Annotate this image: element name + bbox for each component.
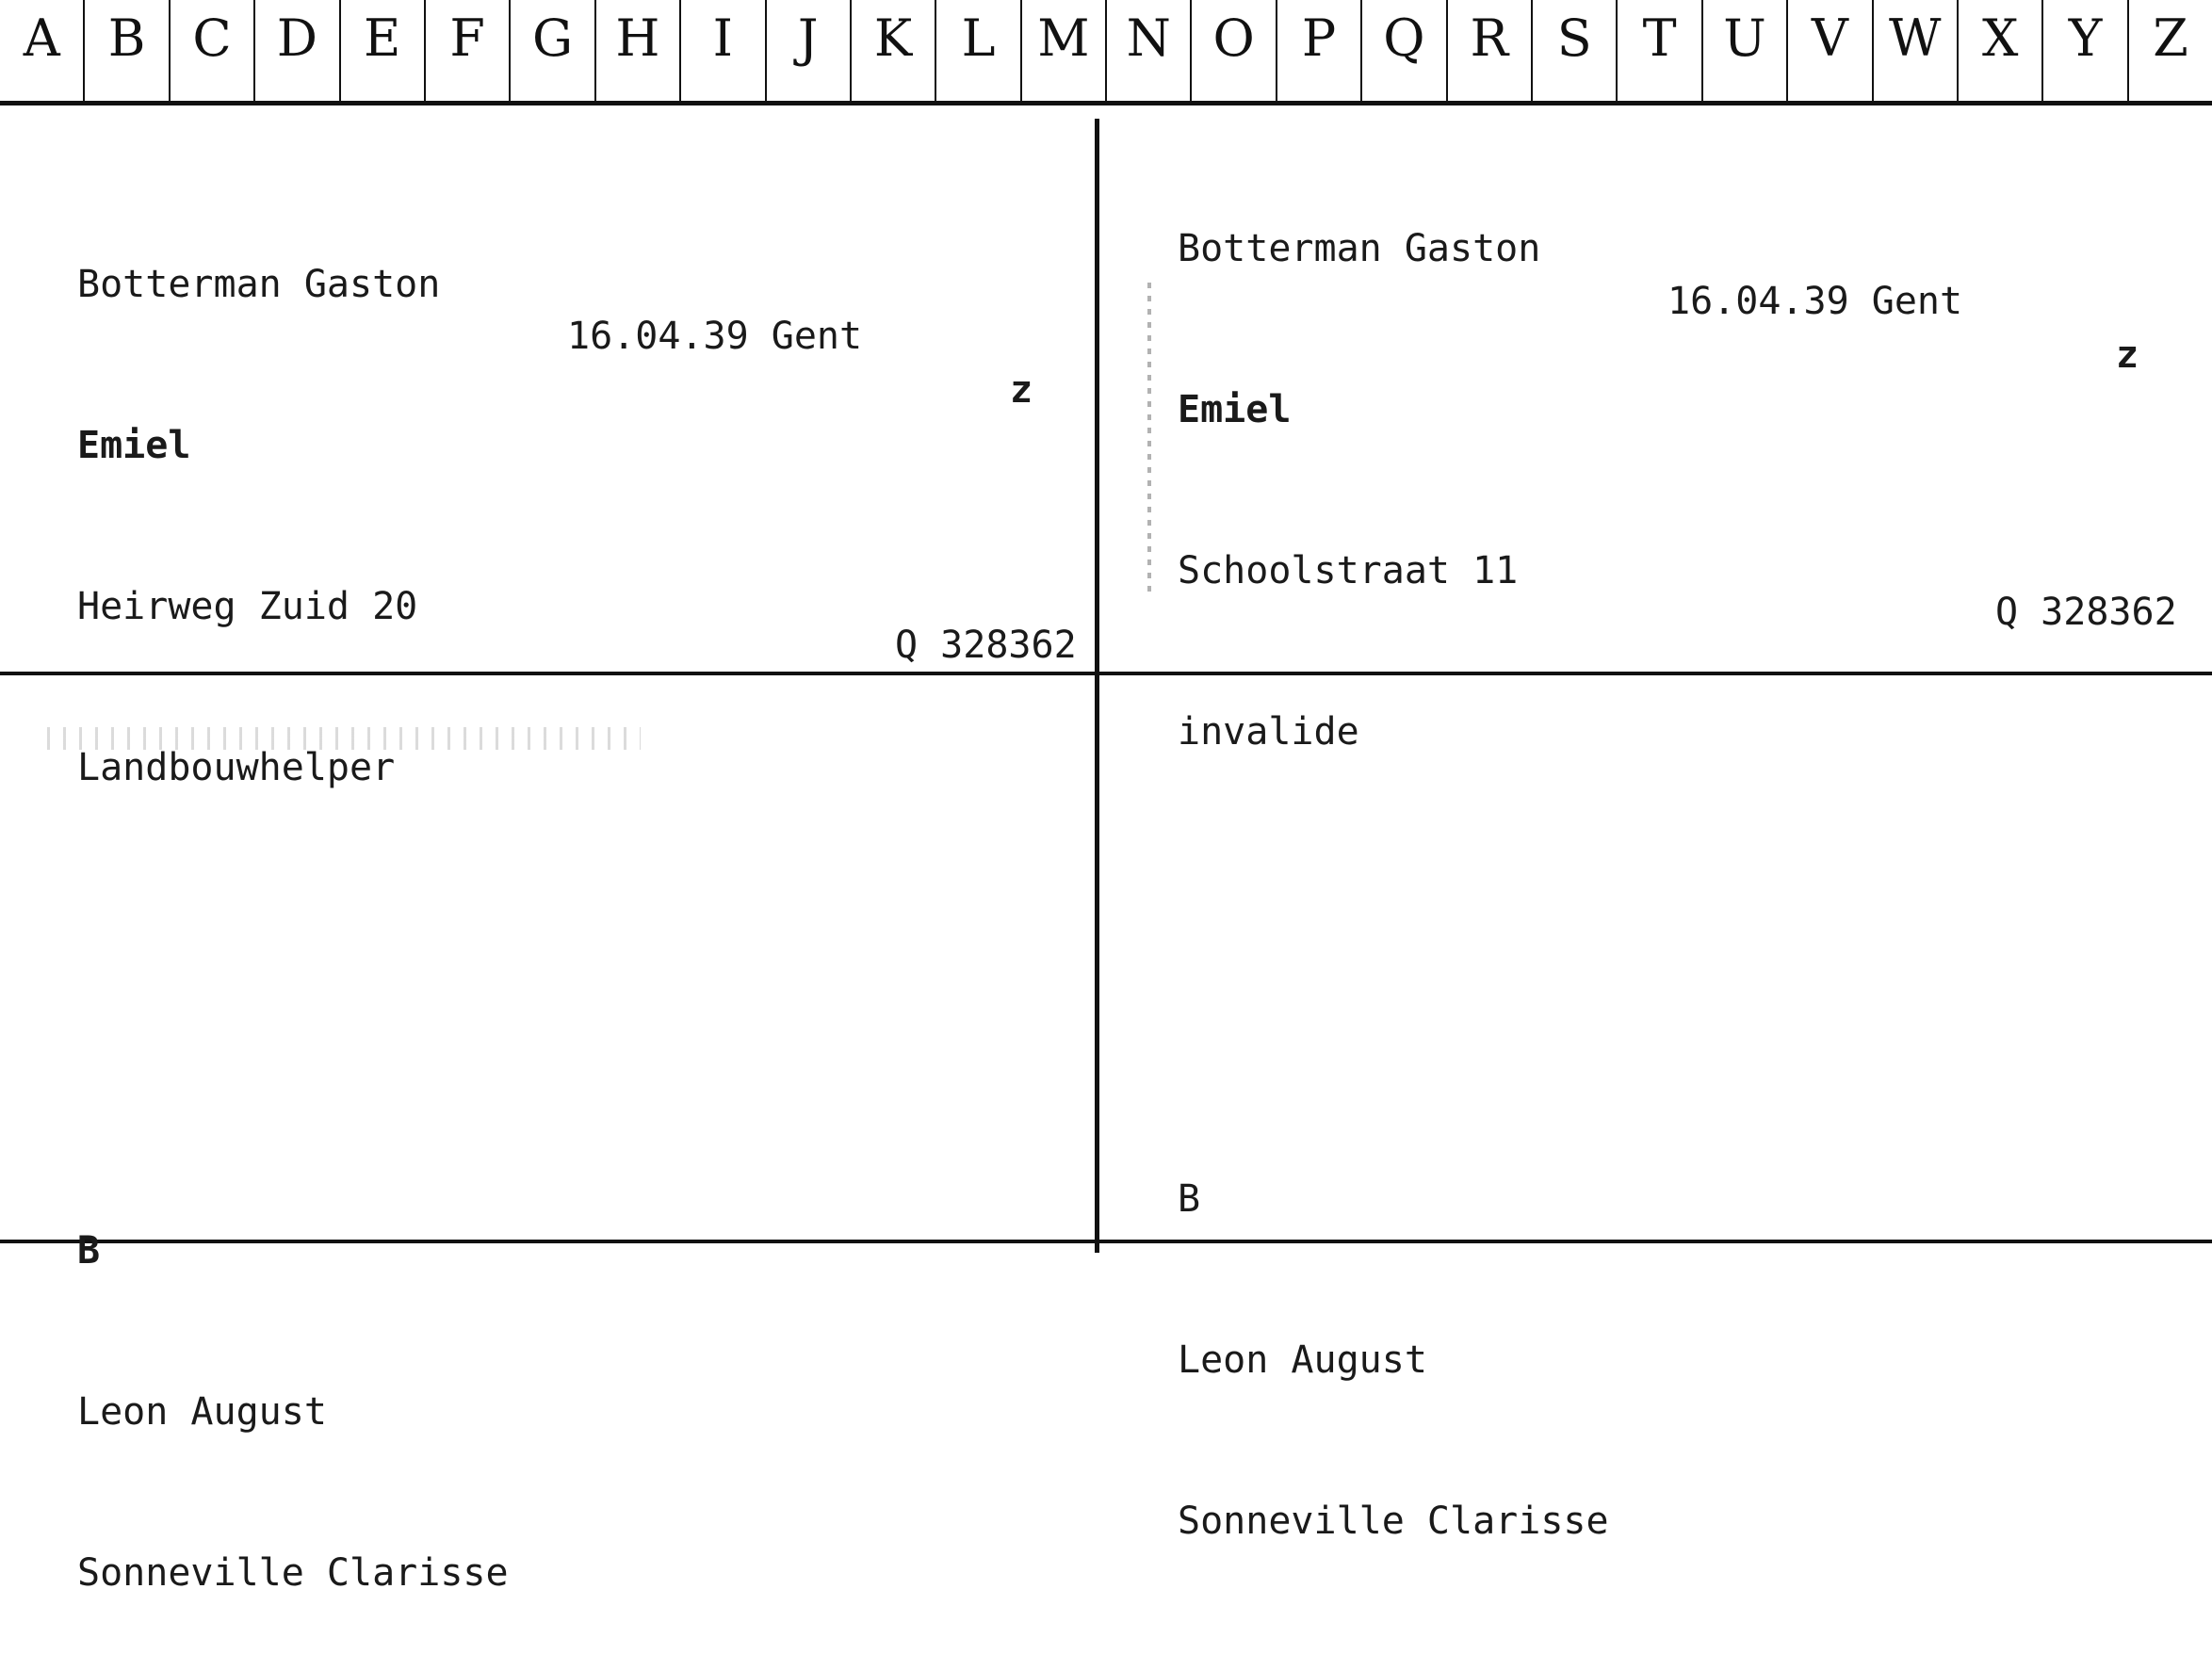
- left-index-card: [77, 151, 509, 1654]
- given-name: Emiel: [77, 424, 191, 467]
- index-letter: B: [83, 0, 168, 101]
- index-letter: P: [1276, 0, 1360, 101]
- index-letter: M: [1020, 0, 1105, 101]
- occupation: invalide: [1178, 710, 1359, 754]
- right-birth: 16.04.39 Gent: [1667, 280, 1963, 323]
- index-letter: W: [1872, 0, 1957, 101]
- index-letter: J: [765, 0, 850, 101]
- index-letter: N: [1105, 0, 1190, 101]
- surname: Botterman Gaston: [1178, 227, 1541, 270]
- initial: B: [77, 1229, 101, 1273]
- index-letter: R: [1446, 0, 1531, 101]
- index-letter: X: [1957, 0, 2041, 101]
- given-name: Emiel: [1178, 388, 1292, 431]
- left-reference: Q 328362: [895, 624, 1077, 667]
- faint-marks: [47, 727, 641, 750]
- initial: B: [1178, 1177, 1201, 1221]
- index-letter: G: [509, 0, 594, 101]
- right-marker: z: [2116, 333, 2139, 377]
- index-letter: L: [935, 0, 1019, 101]
- margin-marks: [1147, 283, 1151, 593]
- index-letter: Y: [2041, 0, 2126, 101]
- alphabet-index-strip: [0, 0, 2212, 105]
- father-name: Leon August: [1178, 1338, 1427, 1382]
- index-letter: V: [1786, 0, 1871, 101]
- left-birth: 16.04.39 Gent: [567, 315, 863, 358]
- index-letter: C: [169, 0, 253, 101]
- father-name: Leon August: [77, 1390, 327, 1434]
- index-letter: T: [1616, 0, 1700, 101]
- right-reference: Q 328362: [1995, 591, 2177, 634]
- left-marker: z: [1010, 368, 1033, 412]
- index-letter: D: [253, 0, 338, 101]
- address: Heirweg Zuid 20: [77, 585, 418, 628]
- occupation: Landbouwhelper: [77, 746, 396, 789]
- index-letter: Q: [1360, 0, 1445, 101]
- index-letter: H: [594, 0, 679, 101]
- index-letter: A: [23, 8, 60, 68]
- index-letter: E: [339, 0, 424, 101]
- index-letter: I: [679, 0, 764, 101]
- mother-name: Sonneville Clarisse: [77, 1551, 509, 1595]
- mother-name: Sonneville Clarisse: [1178, 1500, 1609, 1543]
- index-letter: S: [1531, 0, 1616, 101]
- address: Schoolstraat 11: [1178, 549, 1519, 592]
- right-index-card: [1178, 115, 1609, 1602]
- index-letter: O: [1190, 0, 1275, 101]
- index-letter: Z: [2127, 0, 2212, 101]
- index-letter: U: [1701, 0, 1786, 101]
- index-letter: F: [424, 0, 509, 101]
- index-letter: K: [850, 0, 935, 101]
- surname: Botterman Gaston: [77, 263, 441, 306]
- center-divider: [1095, 119, 1099, 1253]
